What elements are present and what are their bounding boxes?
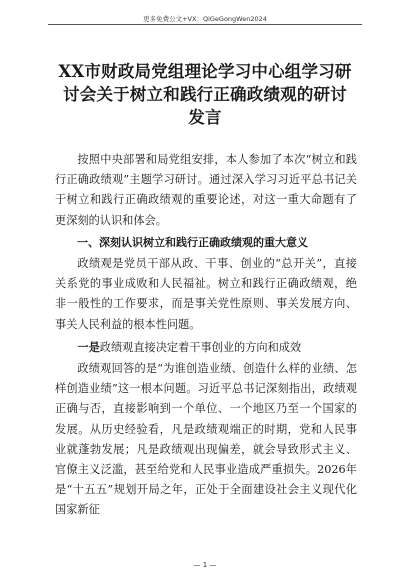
document-body: [55, 150, 357, 521]
subsection-heading: [55, 337, 357, 358]
page-number: — 1 —: [193, 561, 217, 569]
section-heading: 一、深刻认识树立和践行正确政绩观的重大意义: [77, 235, 308, 249]
header-note: 更多免费公文+VX：QiGeGongWen2024: [143, 15, 267, 23]
document-title: XX市财政局党组理论学习中心组学习研讨会关于树立和践行正确政绩观的研讨发言: [58, 62, 352, 127]
intro-paragraph: 按照中央部署和局党组安排，本人参加了本次“树立和践行正确政绩观”主题学习研讨。通过深入学习习近平总书记关于树立和践行正确政绩观的重要论述，对这一重大命题有了更深刻的认识和体会。: [55, 153, 357, 227]
header-divider: [48, 24, 362, 25]
subsection-heading-text: 政绩观直接决定着干事创业的方向和成效: [99, 340, 302, 354]
subsection-paragraph: 政绩观回答的是“为谁创造业绩、创造什么样的业绩、怎样创造业绩”这一根本问题。习近平总书记深刻指出，政绩观正确与否，直接影响到一个单位、一个地区乃至一个国家的发展。从历史经验看，凡是政绩观端正的时期，党和人民事业就蓬勃发展；凡是政绩观出现偏差，就会导致形式主义、官僚主义泛滥，甚至给党和人民事业造成严重损失。2026年是“十五五”规划开局之年，正处于全面建设社会主义现代化国家新征: [55, 362, 357, 517]
subsection-lead: 一是: [77, 339, 100, 354]
section-paragraph: 政绩观是党员干部从政、干事、创业的“总开关”，直接关系党的事业成败和人民福祉。树立和践行正确政绩观，绝非一般性的工作要求，而是事关党性原则、事关发展方向、事关人民利益的根本性问题。: [55, 257, 357, 331]
